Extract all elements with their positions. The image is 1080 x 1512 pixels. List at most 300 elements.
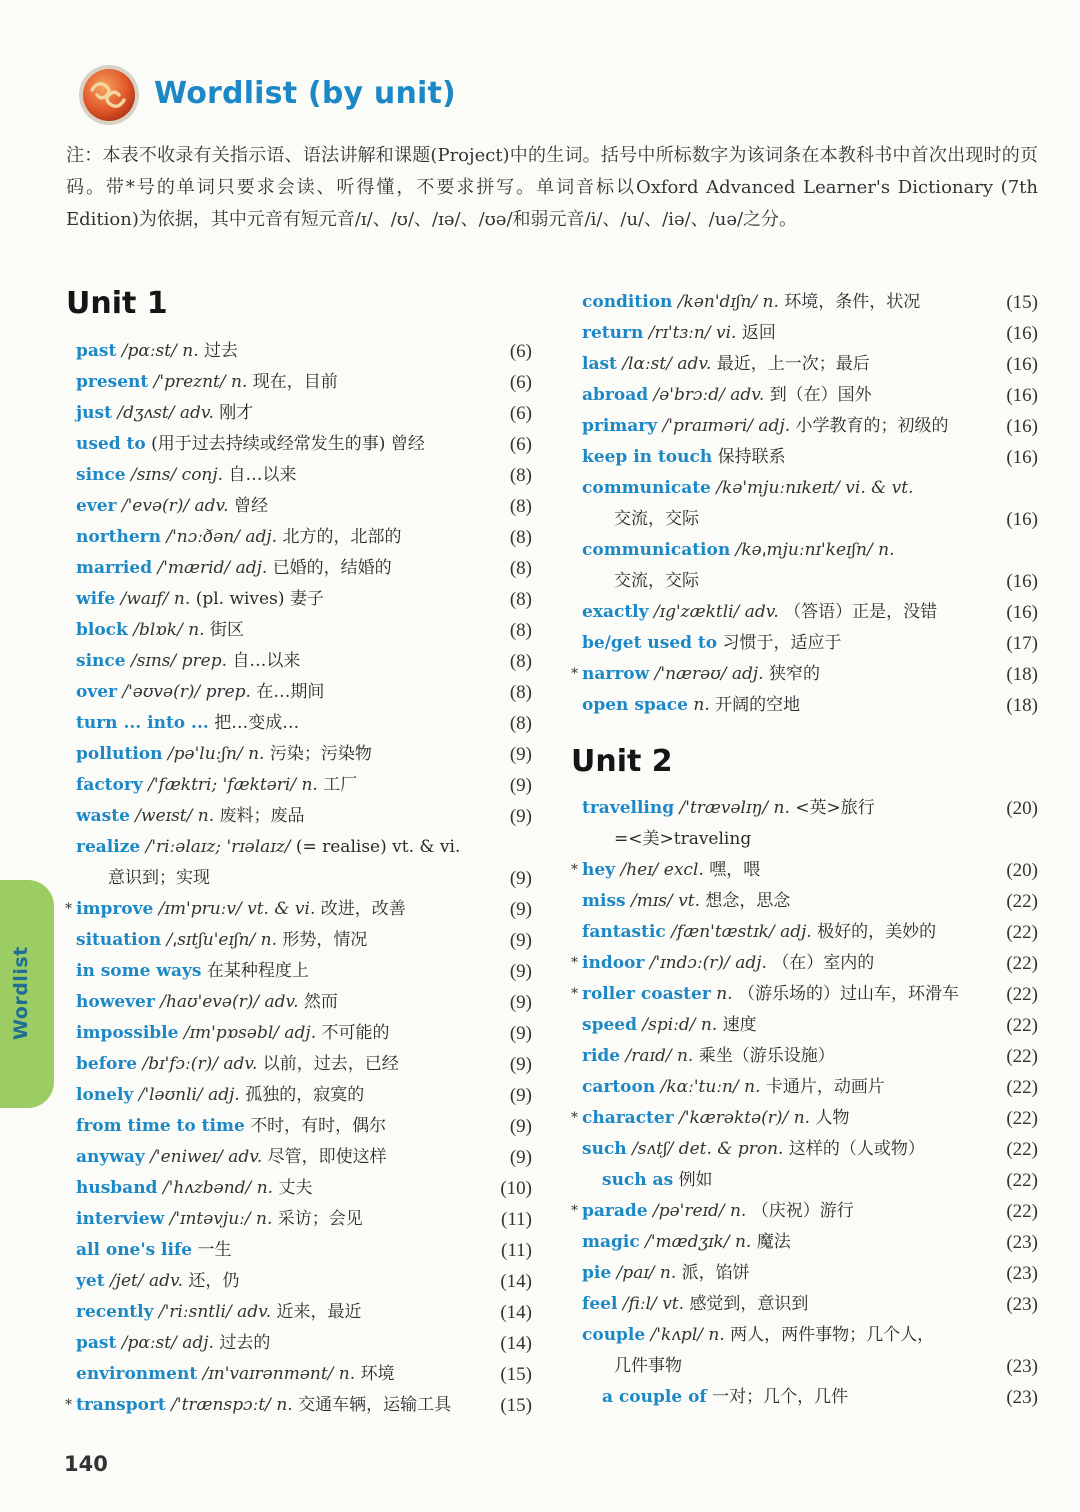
pronunciation: /bɪ'fɔː(r)/	[142, 1054, 218, 1074]
page-ref: (9)	[509, 775, 532, 796]
part-of-speech: adj.	[731, 664, 764, 684]
page-ref: (16)	[1006, 323, 1038, 344]
list-item	[76, 460, 532, 491]
meaning: 派，馅饼	[681, 1263, 750, 1283]
headword: block	[76, 620, 128, 640]
part-of-speech: n.	[173, 589, 191, 609]
list-item	[76, 1204, 532, 1235]
page-ref: (15)	[500, 1364, 532, 1385]
part-of-speech: adj.	[284, 1023, 317, 1043]
page-ref: (8)	[509, 465, 532, 486]
part-of-speech: adv.	[223, 1054, 258, 1074]
page-ref: (20)	[1006, 860, 1038, 881]
pronunciation: /mɪs/	[631, 891, 673, 911]
starred-marker-icon: *	[65, 901, 72, 917]
unit2-heading: Unit 2	[571, 744, 673, 779]
meaning: 卡通片，动画片	[765, 1077, 885, 1097]
pronunciation: /sʌtʃ/	[632, 1139, 674, 1159]
meaning: 工厂	[323, 775, 358, 795]
page-ref: (9)	[509, 961, 532, 982]
pronunciation: /'kʌpl/	[650, 1325, 703, 1345]
headword: waste	[76, 806, 130, 826]
pronunciation: /pɑːst/	[121, 1333, 177, 1353]
headword: return	[582, 323, 644, 343]
list-item	[582, 1041, 1038, 1072]
meaning: 街区	[209, 620, 244, 640]
starred-marker-icon: *	[571, 1203, 578, 1219]
meaning: 改进，改善	[320, 899, 406, 919]
page-ref: (10)	[500, 1178, 532, 1199]
headword: keep in touch	[582, 447, 713, 467]
page-ref: (9)	[509, 868, 532, 889]
pronunciation: /'mædʒɪk/	[645, 1232, 730, 1252]
page-ref: (23)	[1006, 1263, 1038, 1284]
meaning: (用于过去持续或经常发生的事) 曾经	[151, 434, 425, 454]
meaning: 把…变成…	[214, 713, 300, 733]
meaning: 开阔的空地	[715, 695, 801, 715]
list-item	[76, 770, 532, 801]
headword: since	[76, 465, 126, 485]
list-item	[571, 948, 1038, 979]
pronunciation: /waɪf/	[120, 589, 169, 609]
headword: before	[76, 1054, 138, 1074]
pronunciation: /ɪg'zæktli/	[653, 602, 740, 622]
meaning: 现在，目前	[252, 372, 338, 392]
part-of-speech: n.	[301, 775, 318, 795]
headword: wife	[76, 589, 116, 609]
unit1-word-list	[65, 336, 532, 1421]
page-ref: (8)	[509, 527, 532, 548]
list-item	[76, 677, 532, 708]
page-number: 140	[64, 1452, 108, 1476]
pronunciation: /'riːəlaɪz; 'rɪəlaɪz/	[145, 837, 291, 857]
page-ref: (22)	[1006, 1139, 1038, 1160]
page-ref: (22)	[1006, 1015, 1038, 1036]
list-item	[76, 956, 532, 987]
part-of-speech: adj.	[758, 416, 791, 436]
meaning: 北方的，北部的	[282, 527, 402, 547]
pronunciation: /'riːsntli/	[158, 1302, 232, 1322]
pronunciation: /pə'reɪd/	[652, 1201, 725, 1221]
part-of-speech: adj.	[182, 1333, 214, 1353]
starred-marker-icon: *	[571, 1110, 578, 1126]
part-of-speech: n.	[248, 744, 265, 764]
pronunciation: /'evə(r)/	[121, 496, 190, 516]
pronunciation: /'ɪndɔː(r)/	[649, 953, 730, 973]
part-of-speech: n.	[256, 1178, 274, 1198]
meaning: 交流，交际	[614, 509, 699, 529]
page-ref: (8)	[509, 558, 532, 579]
page-ref: (9)	[509, 806, 532, 827]
part-of-speech: conj.	[181, 465, 224, 485]
meaning: 一生	[197, 1240, 232, 1260]
pronunciation: /'əʊvə(r)/	[122, 682, 201, 702]
pronunciation: /ˌsɪtʃu'eɪʃn/	[166, 930, 256, 950]
page-ref: (14)	[500, 1333, 532, 1354]
list-item	[76, 367, 532, 398]
page-ref: (9)	[509, 930, 532, 951]
headword: such as	[602, 1170, 674, 1190]
list-item	[582, 566, 1038, 597]
meaning: （游乐场的）过山车，环滑车	[737, 984, 959, 1004]
list-item	[582, 1382, 1038, 1413]
list-item	[76, 925, 532, 956]
list-item	[76, 584, 532, 615]
list-item	[582, 1320, 1038, 1351]
headword: situation	[76, 930, 162, 950]
pronunciation: /kəˌmjuːnɪ'keɪʃn/	[735, 540, 873, 560]
page-ref: (9)	[509, 1023, 532, 1044]
part-of-speech: n.	[716, 984, 733, 1004]
part-of-speech: n.	[197, 806, 215, 826]
headword: however	[76, 992, 155, 1012]
meaning: 还，仍	[188, 1271, 240, 1291]
meaning: 交通车辆，运输工具	[298, 1395, 452, 1415]
meaning: 例如	[678, 1170, 713, 1190]
part-of-speech: n.	[744, 1077, 761, 1097]
page-ref: (23)	[1006, 1294, 1038, 1315]
list-item	[65, 894, 532, 925]
pronunciation: /raɪd/	[625, 1046, 672, 1066]
headword: condition	[582, 292, 673, 312]
starred-marker-icon: *	[571, 862, 578, 878]
headword: indoor	[582, 953, 645, 973]
headword: pollution	[76, 744, 163, 764]
part-of-speech: n.	[729, 1201, 747, 1221]
meaning: 已婚的，结婚的	[272, 558, 392, 578]
list-item	[582, 1072, 1038, 1103]
part-of-speech: n.	[659, 1263, 677, 1283]
headword: feel	[582, 1294, 618, 1314]
list-item	[76, 801, 532, 832]
part-of-speech: adv.	[744, 602, 779, 622]
list-item	[582, 793, 1038, 824]
list-item	[76, 1111, 532, 1142]
headword: such	[582, 1139, 627, 1159]
list-item	[582, 1289, 1038, 1320]
list-item	[582, 535, 1038, 566]
meaning: 意识到；实现	[108, 868, 210, 888]
page-ref: (23)	[1006, 1356, 1038, 1377]
headword: environment	[76, 1364, 198, 1384]
page-ref: (9)	[509, 1116, 532, 1137]
list-item	[65, 1390, 532, 1421]
page-ref: (22)	[1006, 1170, 1038, 1191]
page-ref: (9)	[509, 992, 532, 1013]
meaning: 人物	[815, 1108, 850, 1128]
list-item	[76, 987, 532, 1018]
headword: abroad	[582, 385, 649, 405]
list-item	[76, 522, 532, 553]
page-ref: (8)	[509, 589, 532, 610]
meaning: 极好的，美妙的	[817, 922, 937, 942]
list-item	[582, 1258, 1038, 1289]
meaning: 不时，有时，偶尔	[250, 1116, 387, 1136]
part-of-speech: n.	[182, 341, 199, 361]
meaning: 刚才	[219, 403, 254, 423]
pronunciation: /pɑːst/	[121, 341, 177, 361]
headword: all one's life	[76, 1240, 193, 1260]
part-of-speech: adv.	[730, 385, 765, 405]
pronunciation: /kə'mjuːnɪkeɪt/	[716, 478, 840, 498]
list-item	[582, 411, 1038, 442]
meaning: 丈夫	[278, 1178, 313, 1198]
meaning: 曾经	[233, 496, 268, 516]
meaning: （在）室内的	[772, 953, 875, 973]
part-of-speech: adj.	[735, 953, 767, 973]
list-item	[582, 1134, 1038, 1165]
pronunciation: /paɪ/	[616, 1263, 655, 1283]
headword: magic	[582, 1232, 640, 1252]
page-ref: (14)	[500, 1302, 532, 1323]
headword: couple	[582, 1325, 646, 1345]
part-of-speech: adj.	[245, 527, 278, 547]
page-ref: (16)	[1006, 354, 1038, 375]
pronunciation: /ə'brɔːd/	[653, 385, 725, 405]
page-ref: (22)	[1006, 953, 1038, 974]
part-of-speech: n.	[231, 372, 248, 392]
headword: improve	[76, 899, 154, 919]
pronunciation: /'trævəlɪŋ/	[679, 798, 769, 818]
meaning: 小学教育的；初级的	[795, 416, 949, 436]
pronunciation: /weɪst/	[135, 806, 193, 826]
list-item	[76, 1018, 532, 1049]
headword: primary	[582, 416, 658, 436]
pronunciation: /kən'dɪʃn/	[677, 292, 758, 312]
headword: miss	[582, 891, 626, 911]
headword: roller coaster	[582, 984, 711, 1004]
list-item	[582, 597, 1038, 628]
headword: exactly	[582, 602, 649, 622]
part-of-speech: vi.	[715, 323, 737, 343]
meaning: 孤独的，寂寞的	[245, 1085, 365, 1105]
meaning: 乘坐（游乐设施）	[698, 1046, 835, 1066]
pronunciation: /'ləʊnli/	[138, 1085, 203, 1105]
page-title: Wordlist (by unit)	[154, 76, 456, 111]
headword: turn ... into ...	[76, 713, 209, 733]
meaning: 自…以来	[228, 465, 297, 485]
page-ref: (8)	[509, 651, 532, 672]
page-ref: (8)	[509, 496, 532, 517]
pronunciation: /'ɪntəvjuː/	[169, 1209, 251, 1229]
headword: pie	[582, 1263, 612, 1283]
meaning: 采访；会见	[277, 1209, 363, 1229]
pronunciation: /sɪns/	[130, 465, 177, 485]
headword: hey	[582, 860, 616, 880]
meaning: （庆祝）游行	[751, 1201, 854, 1221]
list-item	[76, 739, 532, 770]
meaning: 在…期间	[256, 682, 325, 702]
meaning: 过去的	[219, 1333, 271, 1353]
pronunciation: /rɪ'tɜːn/	[648, 323, 711, 343]
meaning: 废料；废品	[219, 806, 305, 826]
meaning: =<美>traveling	[614, 829, 752, 849]
part-of-speech: excl.	[663, 860, 704, 880]
pronunciation: /'praɪməri/	[662, 416, 754, 436]
unit2-word-list	[571, 793, 1038, 1413]
headword: realize	[76, 837, 141, 857]
list-item	[582, 886, 1038, 917]
part-of-speech: adv.	[194, 496, 229, 516]
part-of-speech: n.	[700, 1015, 718, 1035]
headword: past	[76, 1333, 117, 1353]
list-item	[76, 1328, 532, 1359]
headword: impossible	[76, 1023, 179, 1043]
meaning: 狭窄的	[768, 664, 820, 684]
headword: married	[76, 558, 153, 578]
headword: over	[76, 682, 117, 702]
headword: open space	[582, 695, 688, 715]
page-ref: (9)	[509, 1085, 532, 1106]
page-ref: (22)	[1006, 891, 1038, 912]
part-of-speech: n.	[338, 1364, 356, 1384]
page-ref: (9)	[509, 744, 532, 765]
part-of-speech: n.	[693, 695, 710, 715]
part-of-speech: det. & pron.	[678, 1139, 784, 1159]
page-ref: (22)	[1006, 922, 1038, 943]
part-of-speech: n.	[708, 1325, 725, 1345]
part-of-speech: n.	[793, 1108, 811, 1128]
meaning: 污染；污染物	[269, 744, 372, 764]
meaning: （答语）正是，没错	[784, 602, 938, 622]
headword: ride	[582, 1046, 621, 1066]
meaning: 保持联系	[717, 447, 786, 467]
list-item	[571, 659, 1038, 690]
part-of-speech: n.	[762, 292, 779, 312]
meaning: 到（在）国外	[769, 385, 872, 405]
page-ref: (11)	[501, 1209, 532, 1230]
part-of-speech: adj.	[780, 922, 812, 942]
list-item	[76, 429, 532, 460]
meaning: 尽管，即使这样	[267, 1147, 387, 1167]
list-item	[76, 1297, 532, 1328]
meaning: 自…以来	[232, 651, 301, 671]
side-tab-label: Wordlist	[10, 946, 32, 1040]
headword: speed	[582, 1015, 637, 1035]
list-item	[582, 1010, 1038, 1041]
headword: transport	[76, 1395, 166, 1415]
pronunciation: /'kærəktə(r)/	[679, 1108, 789, 1128]
page-ref: (22)	[1006, 1077, 1038, 1098]
list-item	[582, 1165, 1038, 1196]
headword: yet	[76, 1271, 105, 1291]
page-ref: (16)	[1006, 447, 1038, 468]
page-ref: (9)	[509, 1054, 532, 1075]
page-ref: (6)	[509, 403, 532, 424]
starred-marker-icon: *	[571, 666, 578, 682]
headword: in some ways	[76, 961, 202, 981]
meaning: 想念，思念	[705, 891, 791, 911]
list-item	[582, 504, 1038, 535]
list-item	[76, 336, 532, 367]
page-ref: (9)	[509, 1147, 532, 1168]
unit1-heading: Unit 1	[66, 286, 168, 321]
part-of-speech: n.	[256, 1209, 273, 1229]
starred-marker-icon: *	[65, 1397, 72, 1413]
part-of-speech: n.	[878, 540, 895, 560]
headword: travelling	[582, 798, 675, 818]
meaning: <英>旅行	[795, 798, 875, 818]
page-ref: (8)	[509, 713, 532, 734]
pronunciation: /'preznt/	[153, 372, 226, 392]
intro-note: 注：本表不收录有关指示语、语法讲解和课题(Project)中的生词。括号中所标数字为该词条在本教科书中首次出现时的页码。带*号的单词只要求会读、听得懂，不要求拼写。单词音标以Oxford Advanced Learner's Dictionary (7th Edition)为依据，其中元音有短元音/ɪ/、/ʊ/、/ɪə/、/ʊə/和弱元音/i/、/u/、/iə/、/uə/之分。	[66, 145, 1038, 230]
headword: interview	[76, 1209, 165, 1229]
meaning: 环境	[360, 1364, 395, 1384]
pronunciation: /dʒʌst/	[117, 403, 175, 423]
meaning: 习惯于，适应于	[722, 633, 842, 653]
headword: since	[76, 651, 126, 671]
part-of-speech: n.	[773, 798, 790, 818]
meaning: 返回	[741, 323, 776, 343]
list-item	[582, 690, 1038, 721]
page-ref: (22)	[1006, 1201, 1038, 1222]
list-item	[582, 1351, 1038, 1382]
pronunciation: /kɑː'tuːn/	[660, 1077, 739, 1097]
headword: present	[76, 372, 149, 392]
pronunciation: /haʊ'evə(r)/	[160, 992, 260, 1012]
meaning: 速度	[722, 1015, 757, 1035]
page-ref: (17)	[1006, 633, 1038, 654]
meaning: 不可能的	[321, 1023, 390, 1043]
part-of-speech: n.	[676, 1046, 694, 1066]
headword: lonely	[76, 1085, 134, 1105]
list-item	[571, 855, 1038, 886]
meaning: (= realise) vt. & vi.	[295, 837, 461, 857]
page-ref: (16)	[1006, 385, 1038, 406]
list-item	[76, 708, 532, 739]
page-ref: (16)	[1006, 571, 1038, 592]
part-of-speech: adj.	[235, 558, 268, 578]
headword: communication	[582, 540, 731, 560]
headword: character	[582, 1108, 674, 1128]
part-of-speech: n.	[734, 1232, 752, 1252]
headword: narrow	[582, 664, 650, 684]
headword: communicate	[582, 478, 711, 498]
page-ref: (16)	[1006, 509, 1038, 530]
list-item	[76, 1266, 532, 1297]
pronunciation: /'eniweɪ/	[150, 1147, 223, 1167]
page-ref: (6)	[509, 341, 532, 362]
list-item	[582, 442, 1038, 473]
pronunciation: /ɪn'vaɪrənmənt/	[202, 1364, 334, 1384]
meaning: 这样的（人或物）	[788, 1139, 925, 1159]
list-item	[571, 1196, 1038, 1227]
part-of-speech: n.	[276, 1395, 293, 1415]
headword: from time to time	[76, 1116, 245, 1136]
list-item	[76, 1359, 532, 1390]
pronunciation: /lɑːst/	[622, 354, 672, 374]
headword: anyway	[76, 1147, 145, 1167]
unit1-continued-word-list	[571, 287, 1038, 721]
list-item	[76, 1049, 532, 1080]
headword: northern	[76, 527, 161, 547]
list-item	[582, 628, 1038, 659]
pronunciation: /'mærid/	[157, 558, 231, 578]
pronunciation: /spiːd/	[642, 1015, 696, 1035]
headword: past	[76, 341, 117, 361]
headword: factory	[76, 775, 143, 795]
headword: be/get used to	[582, 633, 718, 653]
meaning: 环境，条件，状况	[784, 292, 921, 312]
pronunciation: /'nærəʊ/	[654, 664, 727, 684]
pronunciation: /ɪm'pruːv/	[158, 899, 242, 919]
pronunciation: /ɪm'pɒsəbl/	[183, 1023, 279, 1043]
meaning: 形势，情况	[282, 930, 368, 950]
list-item	[76, 1235, 532, 1266]
part-of-speech: adj.	[208, 1085, 240, 1105]
meaning: 在某种程度上	[206, 961, 309, 981]
pronunciation: /fæn'tæstɪk/	[671, 922, 775, 942]
